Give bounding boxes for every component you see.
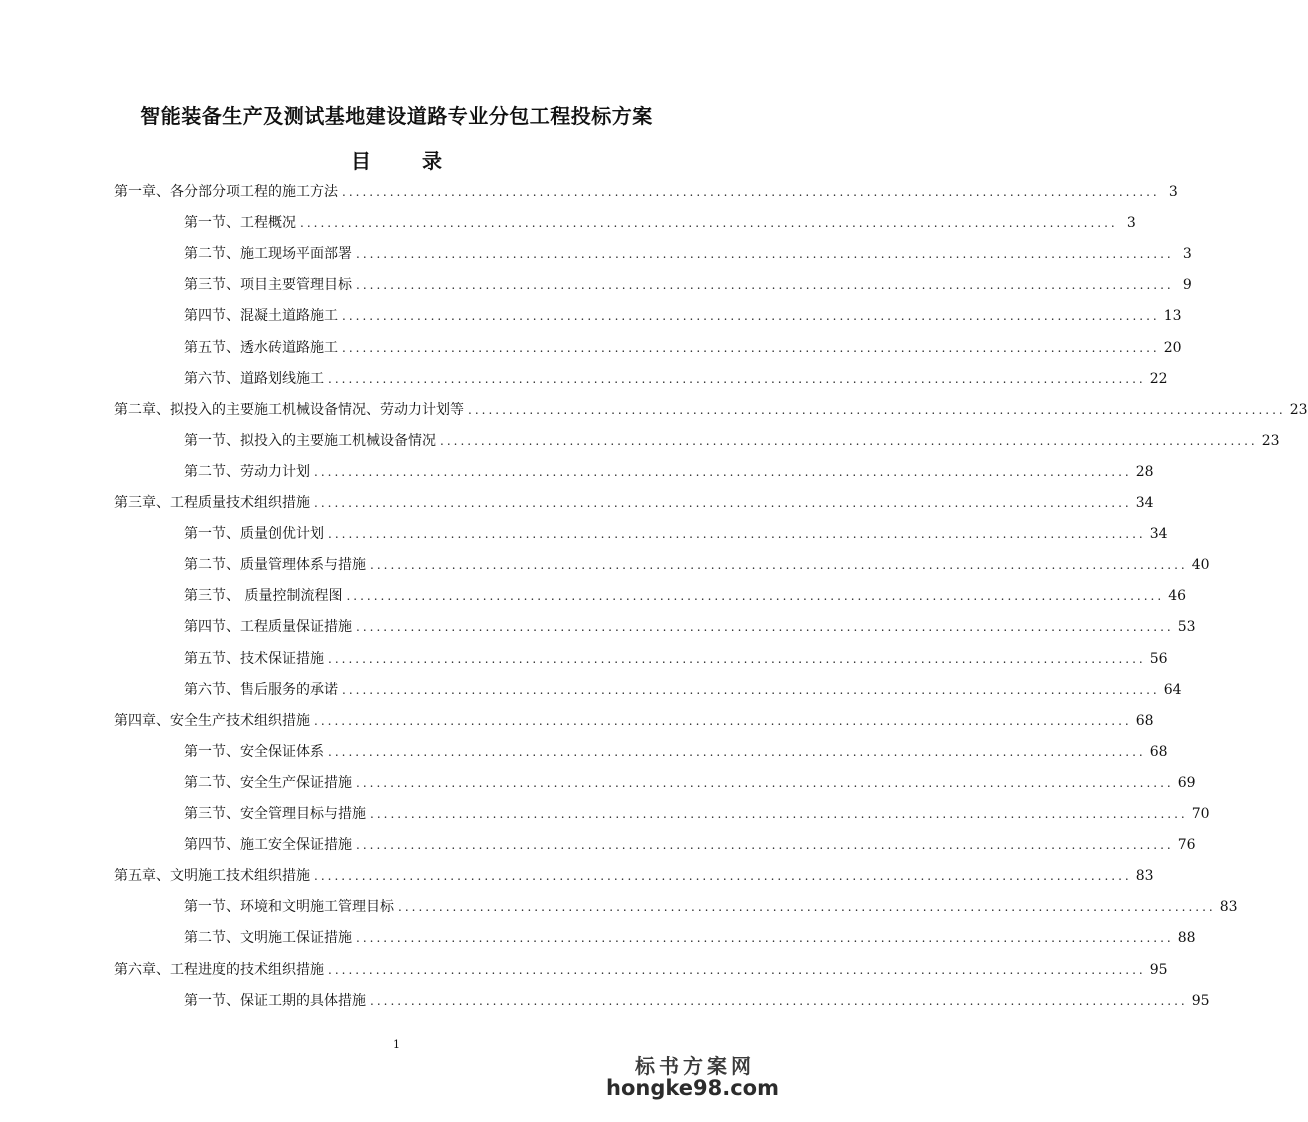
toc-entry-label: 第五章、文明施工技术组织措施 — [114, 868, 310, 884]
toc-chapter-entry[interactable] — [114, 864, 1154, 886]
toc-dot-leader: ........................................................................................................................ — [314, 496, 1132, 510]
toc-entry-label: 第三节、安全管理目标与措施 — [184, 806, 366, 822]
toc-section-entry[interactable] — [184, 522, 1168, 544]
watermark-url: hongke98.com — [606, 1076, 779, 1100]
toc-entry-page: 76 — [1177, 837, 1196, 853]
toc-dot-leader: ........................................................................................................................ — [342, 341, 1160, 355]
toc-entry-label: 第二节、劳动力计划 — [184, 464, 310, 480]
toc-entry-page: 34 — [1149, 526, 1168, 542]
toc-entry-page: 95 — [1149, 962, 1168, 978]
toc-chapter-entry[interactable] — [114, 491, 1154, 513]
toc-entry-label: 第六节、售后服务的承诺 — [184, 682, 338, 698]
toc-entry-label: 第六节、道路划线施工 — [184, 371, 324, 387]
toc-section-entry[interactable] — [184, 895, 1238, 917]
toc-entry-label: 第三节、项目主要管理目标 — [184, 277, 352, 293]
toc-dot-leader: ........................................................................................................................ — [346, 589, 1165, 603]
toc-dot-leader: ........................................................................................................................ — [468, 403, 1286, 417]
toc-section-entry[interactable] — [184, 460, 1154, 482]
toc-dot-leader: ........................................................................................................................ — [356, 838, 1174, 852]
toc-chapter-entry[interactable] — [114, 709, 1154, 731]
toc-entry-page: 88 — [1177, 930, 1196, 946]
watermark-logo — [606, 1050, 779, 1112]
toc-dot-leader: ........................................................................................................................ — [342, 185, 1160, 199]
toc-entry-page: 23 — [1289, 402, 1308, 418]
toc-chapter-entry[interactable] — [114, 958, 1168, 980]
toc-entry-label: 第六章、工程进度的技术组织措施 — [114, 962, 324, 978]
toc-dot-leader: ........................................................................................................................ — [328, 652, 1146, 666]
toc-entry-page: 56 — [1149, 651, 1168, 667]
toc-entry-page: 68 — [1149, 744, 1168, 760]
toc-entry-page: 70 — [1191, 806, 1210, 822]
toc-entry-label: 第四节、施工安全保证措施 — [184, 837, 352, 853]
toc-dot-leader: ........................................................................................................................ — [314, 869, 1132, 883]
toc-entry-label: 第二节、质量管理体系与措施 — [184, 557, 366, 573]
toc-entry-label: 第二节、施工现场平面部署 — [184, 246, 352, 262]
toc-entry-page: 13 — [1163, 308, 1182, 324]
toc-entry-page: 68 — [1135, 713, 1154, 729]
page-number: 1 — [393, 1038, 400, 1051]
toc-chapter-entry[interactable] — [114, 180, 1178, 202]
toc-entry-label: 第四节、混凝土道路施工 — [184, 308, 338, 324]
toc-entry-page: 95 — [1191, 993, 1210, 1009]
toc-entry-label: 第三章、工程质量技术组织措施 — [114, 495, 310, 511]
toc-entry-page: 3 — [1168, 184, 1178, 200]
toc-entry-label: 第五节、透水砖道路施工 — [184, 340, 338, 356]
toc-section-entry[interactable] — [184, 553, 1210, 575]
toc-section-entry[interactable] — [184, 367, 1168, 389]
toc-section-entry[interactable] — [184, 802, 1210, 824]
toc-section-entry[interactable] — [184, 273, 1192, 295]
toc-dot-leader: ........................................................................................................................ — [328, 963, 1146, 977]
toc-chapter-entry[interactable] — [114, 398, 1308, 420]
toc-entry-page: 28 — [1135, 464, 1154, 480]
toc-entry-page: 3 — [1126, 215, 1136, 231]
toc-dot-leader: ........................................................................................................................ — [440, 434, 1258, 448]
toc-dot-leader: ........................................................................................................................ — [314, 465, 1132, 479]
toc-section-entry[interactable] — [184, 989, 1210, 1011]
toc-dot-leader: ........................................................................................................................ — [370, 558, 1188, 572]
toc-entry-label: 第二章、拟投入的主要施工机械设备情况、劳动力计划等 — [114, 402, 464, 418]
toc-entry-label: 第五节、技术保证措施 — [184, 651, 324, 667]
toc-dot-leader: ........................................................................................................................ — [328, 745, 1146, 759]
toc-entry-page: 46 — [1168, 588, 1187, 604]
toc-entry-page: 22 — [1149, 371, 1168, 387]
toc-entry-page: 40 — [1191, 557, 1210, 573]
toc-dot-leader: ........................................................................................................................ — [370, 807, 1188, 821]
toc-entry-label: 第一节、安全保证体系 — [184, 744, 324, 760]
toc-entry-page: 9 — [1182, 277, 1192, 293]
toc-entry-page: 64 — [1163, 682, 1182, 698]
toc-dot-leader: ........................................................................................................................ — [356, 620, 1174, 634]
toc-entry-label: 第三节、 质量控制流程图 — [184, 588, 343, 604]
toc-entry-page: 3 — [1182, 246, 1192, 262]
watermark-name: 标书方案网 — [635, 1054, 755, 1078]
toc-entry-page: 20 — [1163, 340, 1182, 356]
toc-section-entry[interactable] — [184, 304, 1182, 326]
toc-dot-leader: ........................................................................................................................ — [398, 900, 1216, 914]
toc-dot-leader: ........................................................................................................................ — [370, 994, 1188, 1008]
toc-entry-label: 第四节、工程质量保证措施 — [184, 619, 352, 635]
toc-entry-page: 83 — [1135, 868, 1154, 884]
toc-section-entry[interactable] — [184, 615, 1196, 637]
toc-entry-page: 83 — [1219, 899, 1238, 915]
toc-dot-leader: ........................................................................................................................ — [342, 309, 1160, 323]
toc-section-entry[interactable] — [184, 833, 1196, 855]
toc-section-entry[interactable] — [184, 211, 1136, 233]
toc-heading: 目 录 — [351, 149, 464, 173]
toc-entry-label: 第四章、安全生产技术组织措施 — [114, 713, 310, 729]
toc-dot-leader: ........................................................................................................................ — [356, 247, 1174, 261]
toc-section-entry[interactable] — [184, 740, 1168, 762]
toc-section-entry[interactable] — [184, 926, 1196, 948]
toc-section-entry[interactable] — [184, 678, 1182, 700]
toc-entry-label: 第一节、环境和文明施工管理目标 — [184, 899, 394, 915]
toc-dot-leader: ........................................................................................................................ — [314, 714, 1132, 728]
toc-dot-leader: ........................................................................................................................ — [356, 278, 1174, 292]
toc-entry-page: 34 — [1135, 495, 1154, 511]
toc-dot-leader: ........................................................................................................................ — [342, 683, 1160, 697]
toc-entry-page: 69 — [1177, 775, 1196, 791]
toc-section-entry[interactable] — [184, 771, 1196, 793]
toc-dot-leader: ........................................................................................................................ — [328, 527, 1146, 541]
toc-section-entry[interactable] — [184, 647, 1168, 669]
toc-section-entry[interactable] — [184, 584, 1187, 606]
toc-dot-leader: ........................................................................................................................ — [356, 931, 1174, 945]
toc-entry-label: 第一节、工程概况 — [184, 215, 296, 231]
toc-entry-label: 第二节、安全生产保证措施 — [184, 775, 352, 791]
toc-dot-leader: ........................................................................................................................ — [328, 372, 1146, 386]
toc-entry-label: 第一节、质量创优计划 — [184, 526, 324, 542]
toc-entry-label: 第一章、各分部分项工程的施工方法 — [114, 184, 338, 200]
toc-section-entry[interactable] — [184, 429, 1280, 451]
toc-entry-label: 第二节、文明施工保证措施 — [184, 930, 352, 946]
toc-entry-label: 第一节、保证工期的具体措施 — [184, 993, 366, 1009]
toc-dot-leader: ........................................................................................................................ — [356, 776, 1174, 790]
toc-section-entry[interactable] — [184, 336, 1182, 358]
toc-section-entry[interactable] — [184, 242, 1192, 264]
toc-dot-leader: ........................................................................................................................ — [300, 216, 1118, 230]
toc-entry-label: 第一节、拟投入的主要施工机械设备情况 — [184, 433, 436, 449]
toc-entry-page: 53 — [1177, 619, 1196, 635]
page-title: 智能装备生产及测试基地建设道路专业分包工程投标方案 — [140, 104, 653, 128]
toc-entry-page: 23 — [1261, 433, 1280, 449]
